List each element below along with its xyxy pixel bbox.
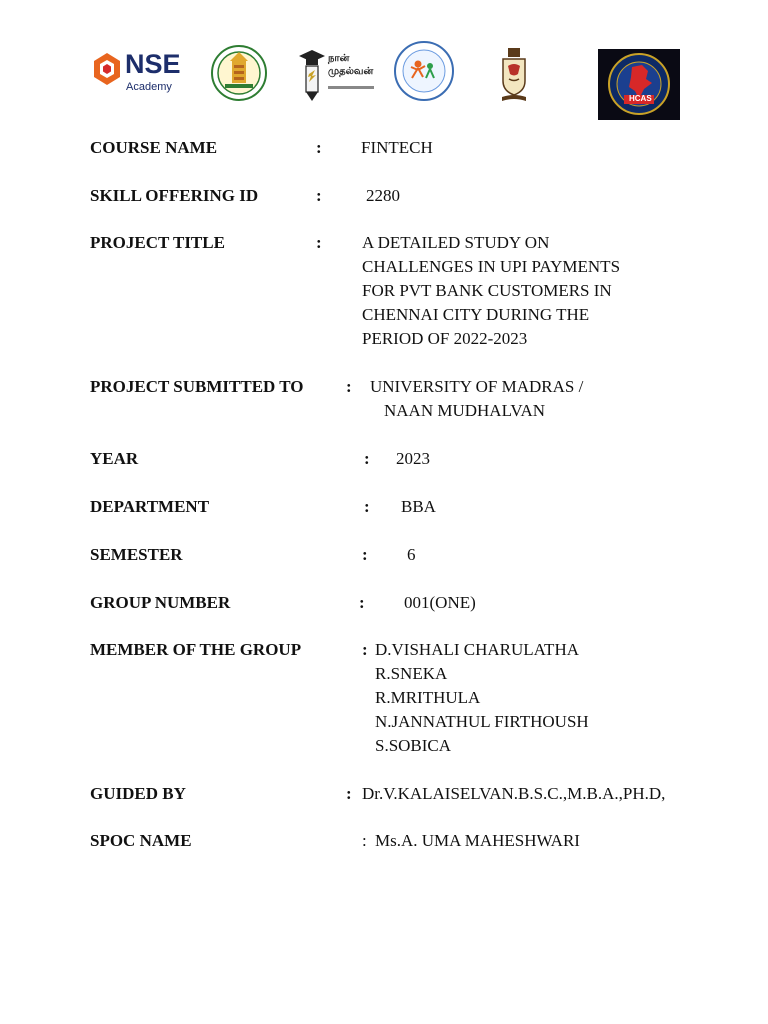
university-of-madras-crest-logo	[500, 46, 528, 106]
field-colon: :	[362, 831, 367, 850]
field-value: 6	[407, 545, 416, 564]
field-colon: :	[346, 377, 352, 396]
field-colon: :	[364, 497, 370, 516]
field-value: BBA	[401, 497, 436, 516]
field-label: GROUP NUMBER	[90, 593, 231, 612]
field-colon: :	[359, 593, 365, 612]
field-label: YEAR	[90, 449, 139, 468]
field-value: 001(ONE)	[404, 593, 476, 612]
field-value: A DETAILED STUDY ON CHALLENGES IN UPI PAYMENTS FOR PVT BANK CUSTOMERS IN CHENNAI CITY DURING THE PERIOD OF 2022-2023	[362, 233, 621, 348]
graduation-cap-icon	[298, 46, 326, 102]
field-value: UNIVERSITY OF MADRAS / NAAN MUDHALVAN	[370, 377, 584, 420]
hcas-logo-text: HCAS	[629, 94, 652, 103]
field-colon: :	[364, 449, 370, 468]
field-label: PROJECT TITLE	[90, 233, 225, 252]
field-label: DEPARTMENT	[90, 497, 210, 516]
field-colon: :	[362, 640, 368, 659]
tamil-nadu-emblem-logo	[210, 44, 268, 102]
nse-academy-logo	[92, 48, 184, 98]
field-value: Dr.V.KALAISELVAN.B.S.C.,M.B.A.,PH.D,	[362, 784, 666, 803]
field-colon: :	[316, 186, 322, 205]
field-colon: :	[346, 784, 352, 803]
field-label: COURSE NAME	[90, 138, 218, 157]
nse-logo-subtext: Academy	[126, 81, 172, 93]
hcas-logo	[598, 49, 680, 120]
field-value: Ms.A. UMA MAHESHWARI	[375, 831, 580, 850]
field-label: SPOC NAME	[90, 831, 192, 850]
field-value: D.VISHALI CHARULATHA R.SNEKA R.MRITHULA N.JANNATHUL FIRTHOUSH S.SOBICA	[375, 640, 589, 755]
field-label: PROJECT SUBMITTED TO	[90, 377, 304, 396]
field-label: MEMBER OF THE GROUP	[90, 640, 302, 659]
field-label: SKILL OFFERING ID	[90, 186, 259, 205]
field-value: 2280	[366, 186, 400, 205]
field-value: 2023	[396, 449, 430, 468]
field-colon: :	[316, 138, 322, 157]
field-colon: :	[362, 545, 368, 564]
nse-hexagon-icon	[92, 52, 122, 86]
field-colon: :	[316, 233, 322, 252]
naan-mudhalvan-logo	[298, 44, 376, 106]
naan-mudhalvan-logo-text: நான் முதல்வன்	[328, 53, 374, 77]
program-circle-logo	[393, 40, 455, 102]
field-value: FINTECH	[361, 138, 433, 157]
field-label: SEMESTER	[90, 545, 183, 564]
field-label: GUIDED BY	[90, 784, 186, 803]
nse-logo-text: NSE	[125, 49, 181, 79]
